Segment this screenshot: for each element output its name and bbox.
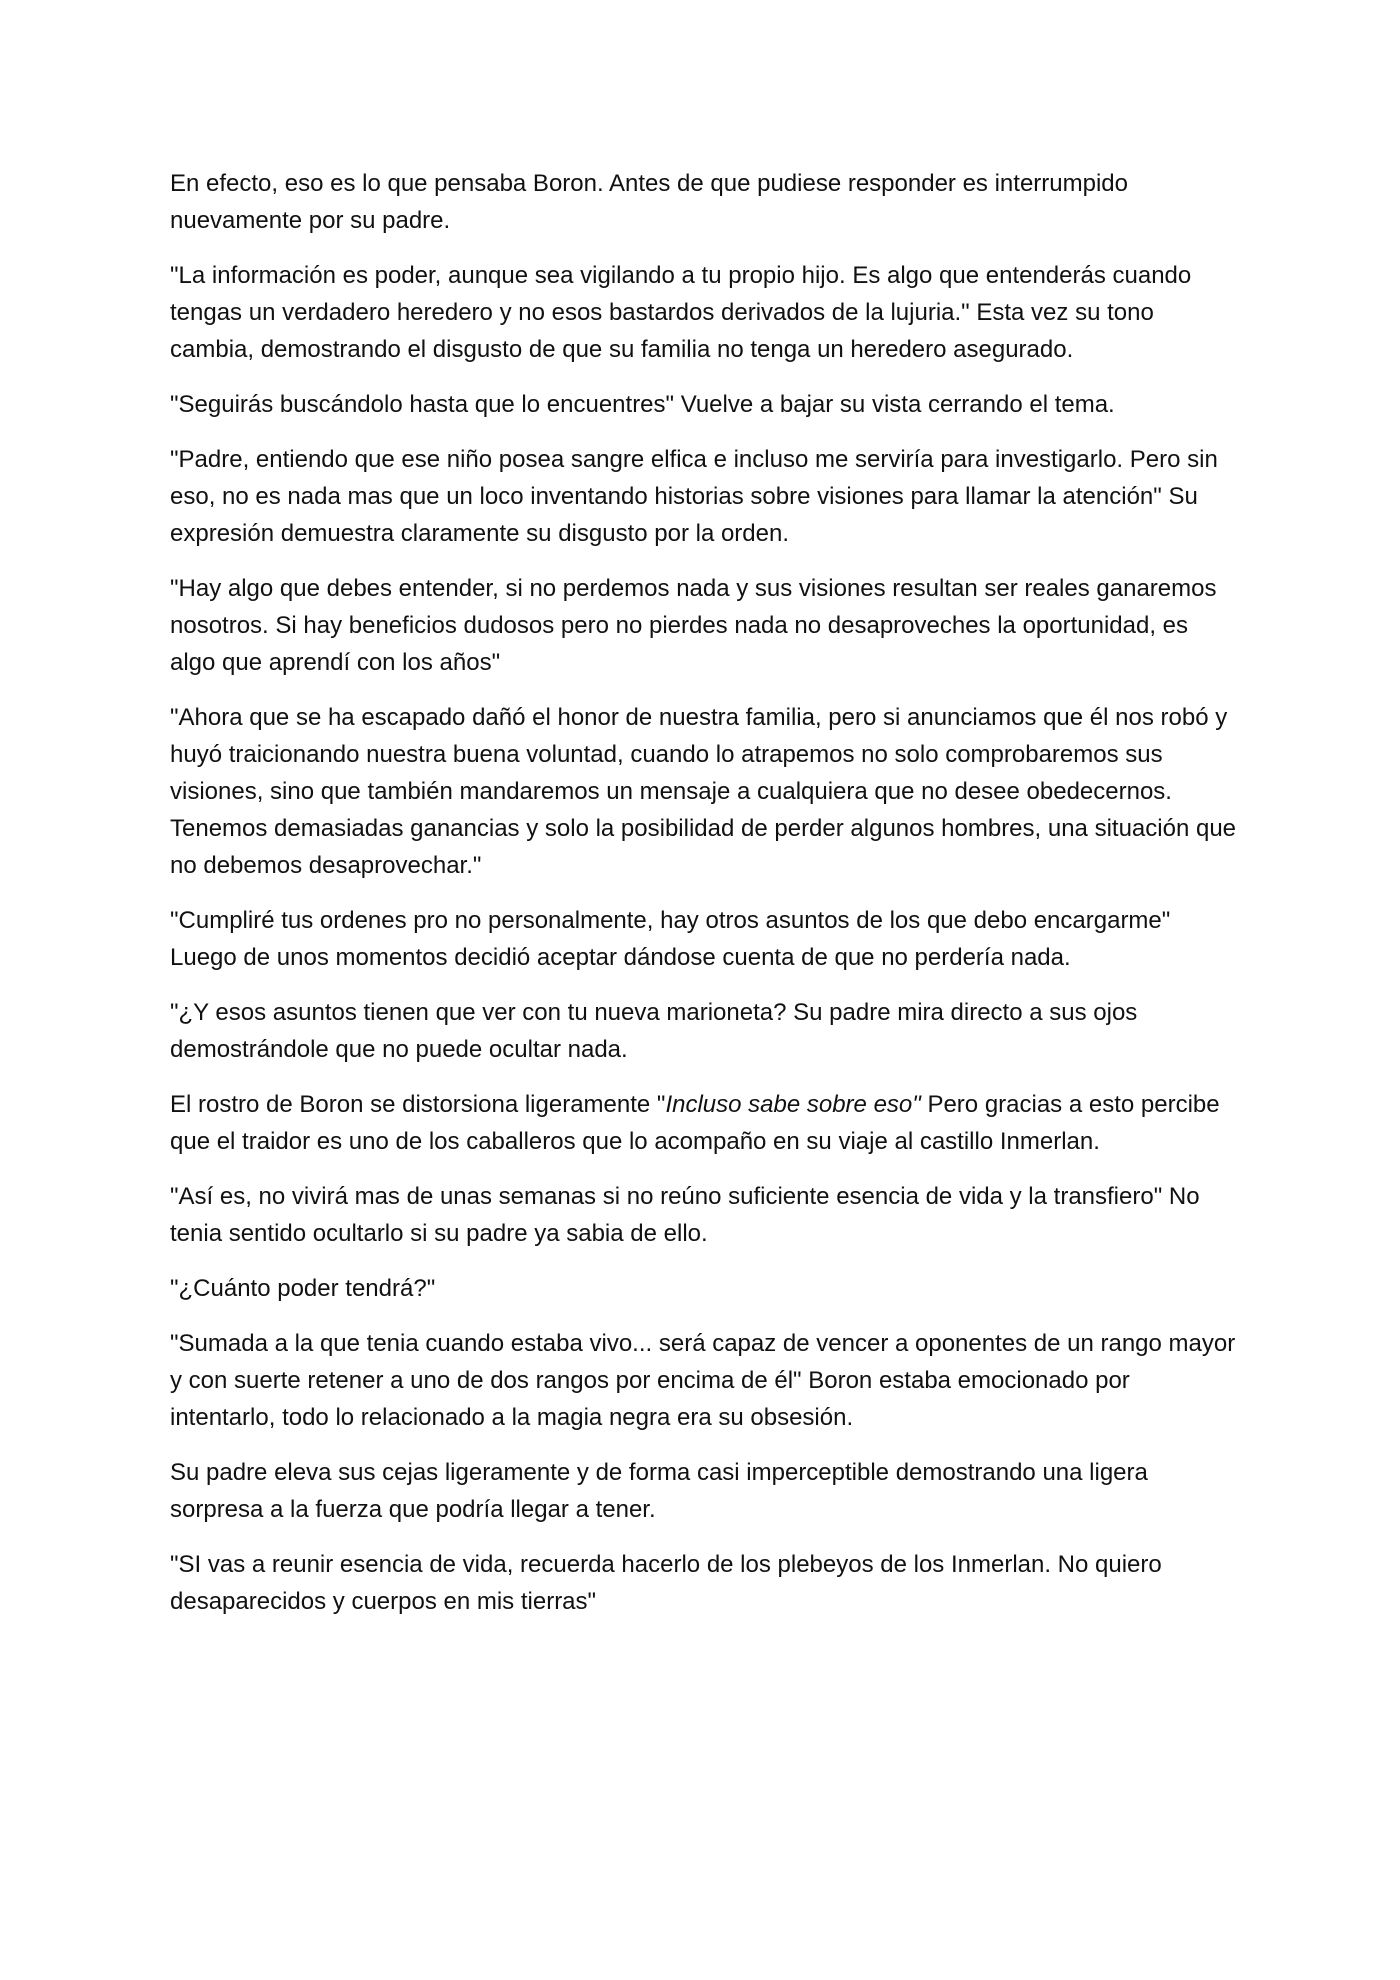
- paragraph-10: "Así es, no vivirá mas de unas semanas si no reúno suficiente esencia de vida y la transfiero" No tenia sentido ocultarlo si su padre ya sabia de ello.: [170, 1183, 1200, 1247]
- paragraph-13: Su padre eleva sus cejas ligeramente y de forma casi imperceptible demostrando una ligera sorpresa a la fuerza que podría llegar a tener.: [170, 1459, 1148, 1523]
- paragraph-1: En efecto, eso es lo que pensaba Boron. Antes de que pudiese responder es interrumpido nuevamente por su padre.: [170, 170, 1128, 234]
- paragraph-5: "Hay algo que debes entender, si no perdemos nada y sus visiones resultan ser reales ganaremos nosotros. Si hay beneficios dudosos pero no pierdes nada no desaproveches la oportunidad, es algo que aprendí con los años": [170, 575, 1217, 676]
- paragraph-2: "La información es poder, aunque sea vigilando a tu propio hijo. Es algo que entenderás cuando tengas un verdadero heredero y no esos bastardos derivados de la lujuria." Esta vez su tono cambia, demostrando el disgusto de que su familia no tenga un heredero asegurado.: [170, 262, 1192, 363]
- paragraph-6: "Ahora que se ha escapado dañó el honor de nuestra familia, pero si anunciamos que él nos robó y huyó traicionando nuestra buena voluntad, cuando lo atrapemos no solo comprobaremos sus visiones, sino que también mandaremos un mensaje a cualquiera que no desee obedecernos. Tenemos demasiadas ganancias y solo la posibilidad de perder algunos hombres, una situación que no debemos desaprovechar.": [170, 704, 1237, 879]
- paragraph-9: [170, 1086, 1240, 1160]
- paragraph-12: "Sumada a la que tenia cuando estaba vivo... será capaz de vencer a oponentes de un rango mayor y con suerte retener a uno de dos rangos por encima de él" Boron estaba emocionado por intentarlo, todo lo relacionado a la magia negra era su obsesión.: [170, 1330, 1236, 1431]
- paragraph-9-before: El rostro de Boron se distorsiona ligeramente ": [170, 1091, 666, 1118]
- paragraph-3: "Seguirás buscándolo hasta que lo encuentres" Vuelve a bajar su vista cerrando el tema.: [170, 391, 1115, 418]
- paragraph-7: "Cumpliré tus ordenes pro no personalmente, hay otros asuntos de los que debo encargarme" Luego de unos momentos decidió aceptar dándose cuenta de que no perdería nada.: [170, 907, 1171, 971]
- paragraph-14: "SI vas a reunir esencia de vida, recuerda hacerlo de los plebeyos de los Inmerlan. No quiero desaparecidos y cuerpos en mis tierras": [170, 1551, 1162, 1615]
- paragraph-11: "¿Cuánto poder tendrá?": [170, 1275, 436, 1302]
- paragraph-8: "¿Y esos asuntos tienen que ver con tu nueva marioneta? Su padre mira directo a sus ojos demostrándole que no puede ocultar nada.: [170, 999, 1138, 1063]
- paragraph-4: "Padre, entiendo que ese niño posea sangre elfica e incluso me serviría para investigarlo. Pero sin eso, no es nada mas que un loco inventando historias sobre visiones para llamar la atención" Su expresión demuestra claramente su disgusto por la orden.: [170, 446, 1218, 547]
- paragraph-9-italic-thought: Incluso sabe sobre eso": [665, 1091, 921, 1118]
- document-body: [170, 165, 1240, 1638]
- paragraph-9-after: Pero gracias a esto percibe que el traidor es uno de los caballeros que lo acompaño en su viaje al castillo Inmerlan.: [170, 1091, 1220, 1155]
